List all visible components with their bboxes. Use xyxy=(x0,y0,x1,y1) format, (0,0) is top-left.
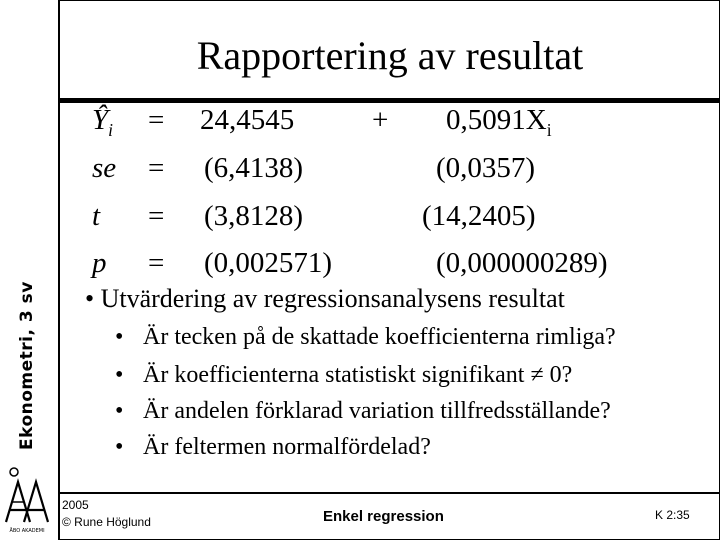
sub-bullet-4: • Är feltermen normalfördelad? xyxy=(115,434,431,460)
sub-bullet-2: • Är koefficienterna statistiskt signifikant ≠ 0? xyxy=(115,362,573,388)
footer-year: 2005 xyxy=(62,498,89,512)
footer-author: © Rune Höglund xyxy=(62,515,151,529)
footer-rule xyxy=(60,492,720,494)
abo-akademi-logo xyxy=(2,462,52,537)
slide-title: Rapportering av resultat xyxy=(196,33,584,78)
bullet-dot: • xyxy=(85,284,101,313)
page-number: K 2:35 xyxy=(655,508,690,522)
title-rule xyxy=(60,98,720,103)
main-bullet: • Utvärdering av regressionsanalysens resultat xyxy=(85,284,565,313)
footer-left xyxy=(62,497,151,531)
equation-row-yhat: $Ŷ_i$ = 24,4545 + $0,5091X_i$ xyxy=(92,104,552,140)
equation-row-t: t = (3,8128) (14,2405) xyxy=(92,200,536,232)
equation-row-p: p = (0,002571) (0,000000289) xyxy=(92,247,608,279)
sub-bullet-1: • Är tecken på de skattade koefficienterna rimliga? xyxy=(115,324,616,350)
course-label: Ekonometri, 3 sv xyxy=(17,281,37,450)
sub-bullet-3: • Är andelen förklarad variation tillfredsställande? xyxy=(115,398,611,424)
footer-title: Enkel regression xyxy=(323,508,444,525)
equation-row-se: se = (6,4138) (0,0357) xyxy=(92,152,536,184)
logo-text: ÅBO AKADEMI xyxy=(9,528,45,534)
